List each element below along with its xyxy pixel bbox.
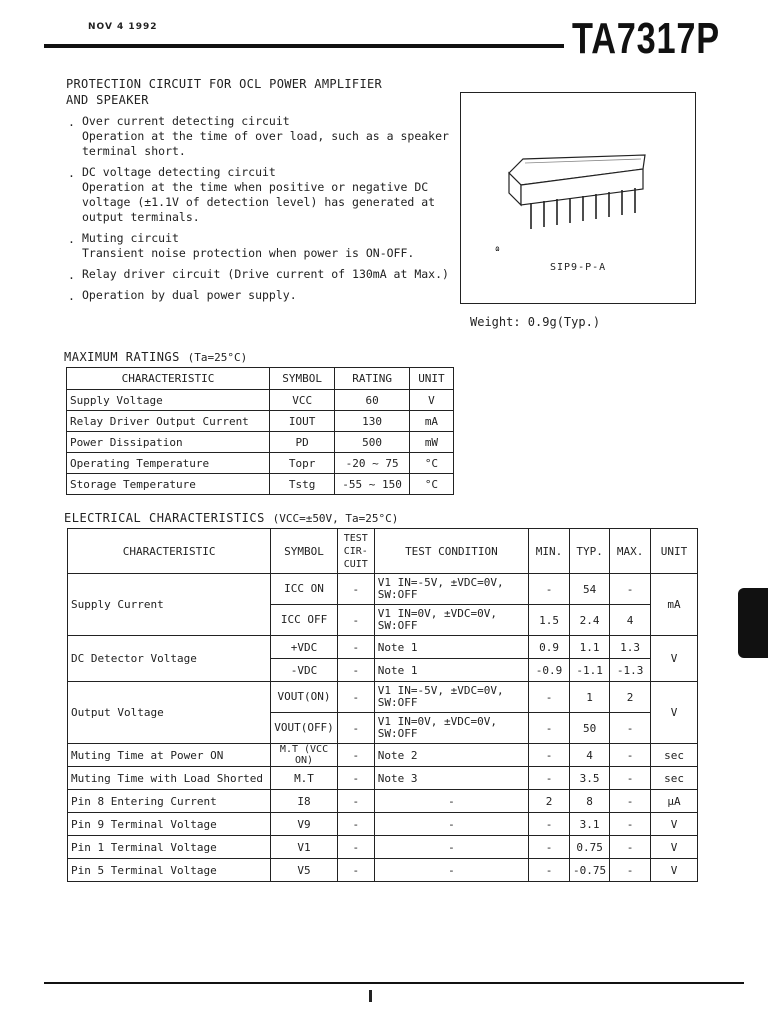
col-min: MIN. [529,529,570,574]
table-row [67,453,454,474]
cell-test-circuit: - [337,605,374,636]
cell-max: 1.3 [610,636,651,659]
max-ratings-table [66,367,454,495]
cell-test-condition: - [374,836,528,859]
table-header-row [68,529,698,574]
col-unit: UNIT [409,368,453,390]
col-max: MAX. [610,529,651,574]
cell-test-circuit: - [337,836,374,859]
cell-characteristic: Pin 8 Entering Current [68,790,271,813]
cell-test-condition: V1 IN=0V, ±VDC=0V, SW:OFF [374,713,528,744]
col-symbol: SYMBOL [269,368,334,390]
feature-head: Relay driver circuit (Drive current of 130mA at Max.) [82,267,449,281]
col-typ: TYP. [570,529,610,574]
cell-typ: -1.1 [570,659,610,682]
table-row [68,790,698,813]
cell-symbol: Topr [269,453,334,474]
cell-typ: 3.1 [570,813,610,836]
feature-body: Operation at the time when positive or negative DC voltage (±1.1V of detection level) has generated at output terminals. [82,180,436,224]
cell-min: 0.9 [529,636,570,659]
cell-test-condition: Note 1 [374,636,528,659]
feature-item: . Operation by dual power supply. [66,288,466,303]
cell-test-condition: V1 IN=-5V, ±VDC=0V, SW:OFF [374,574,528,605]
cell-characteristic: Relay Driver Output Current [67,411,270,432]
cell-symbol: V5 [271,859,338,882]
cell-symbol: V1 [271,836,338,859]
feature-head: Over current detecting circuit [82,114,290,128]
device-title-line2: AND SPEAKER [66,93,149,107]
col-rating: RATING [335,368,410,390]
cell-min: - [529,682,570,713]
feature-list [66,114,466,309]
cell-characteristic: Output Voltage [68,682,271,744]
table-row [67,411,454,432]
cell-symbol: Tstg [269,474,334,495]
elec-char-heading: ELECTRICAL CHARACTERISTICS [64,511,265,525]
cell-min: - [529,836,570,859]
table-row [68,813,698,836]
cell-test-circuit: - [337,682,374,713]
table-row [68,744,698,767]
cell-typ: -0.75 [570,859,610,882]
cell-min: -0.9 [529,659,570,682]
cell-unit: °C [409,474,453,495]
cell-min: - [529,574,570,605]
cell-rating: 500 [335,432,410,453]
cell-test-condition: - [374,859,528,882]
cell-unit: V [651,813,698,836]
cell-max: -1.3 [610,659,651,682]
table-row [68,682,698,713]
part-number: TA7317P [572,14,720,63]
col-unit: UNIT [651,529,698,574]
cell-symbol: ICC ON [271,574,338,605]
cell-test-condition: - [374,813,528,836]
cell-min: - [529,713,570,744]
cell-unit: V [409,390,453,411]
cell-unit: mA [409,411,453,432]
cell-test-circuit: - [337,859,374,882]
cell-unit: mW [409,432,453,453]
cell-max: - [610,859,651,882]
table-row [67,432,454,453]
cell-characteristic: Pin 5 Terminal Voltage [68,859,271,882]
feature-head: DC voltage detecting circuit [82,165,276,179]
cell-unit: mA [651,574,698,636]
cell-rating: -55 ~ 150 [335,474,410,495]
col-symbol: SYMBOL [271,529,338,574]
cell-max: - [610,790,651,813]
cell-typ: 1 [570,682,610,713]
cell-typ: 1.1 [570,636,610,659]
table-row [67,474,454,495]
cell-test-circuit: - [337,574,374,605]
elec-char-title [64,511,398,525]
max-ratings-heading: MAXIMUM RATINGS [64,350,180,364]
feature-item: . Muting circuit Transient noise protection when power is ON-OFF. [66,231,466,261]
footer-rule [44,982,744,984]
page-number-mark [369,990,372,1002]
cell-characteristic: Storage Temperature [67,474,270,495]
cell-characteristic: Muting Time at Power ON [68,744,271,767]
cell-unit: sec [651,744,698,767]
feature-head: Operation by dual power supply. [82,288,297,302]
cell-symbol: M.T (VCC ON) [271,744,338,767]
col-characteristic: CHARACTERISTIC [67,368,270,390]
col-test-circuit: TEST CIR- CUIT [337,529,374,574]
cell-characteristic: DC Detector Voltage [68,636,271,682]
cell-max: - [610,813,651,836]
elec-char-condition: (VCC=±50V, Ta=25°C) [272,512,399,525]
cell-typ: 54 [570,574,610,605]
cell-test-condition: V1 IN=-5V, ±VDC=0V, SW:OFF [374,682,528,713]
svg-text:ɷ: ɷ [495,244,500,253]
table-row [68,636,698,659]
cell-typ: 2.4 [570,605,610,636]
feature-item: . DC voltage detecting circuit Operation at the time when positive or negative DC voltage (±1.1V of detection level) has generated at output terminals. [66,165,466,225]
cell-min: - [529,744,570,767]
cell-symbol: -VDC [271,659,338,682]
cell-symbol: VCC [269,390,334,411]
cell-test-circuit: - [337,744,374,767]
cell-symbol: PD [269,432,334,453]
cell-typ: 3.5 [570,767,610,790]
cell-max: - [610,767,651,790]
package-label: SIP9-P-A [550,262,607,273]
cell-characteristic: Pin 1 Terminal Voltage [68,836,271,859]
feature-body: Transient noise protection when power is ON-OFF. [82,246,415,260]
cell-characteristic: Supply Current [68,574,271,636]
col-test-condition: TEST CONDITION [374,529,528,574]
cell-typ: 0.75 [570,836,610,859]
cell-unit: V [651,859,698,882]
cell-test-condition: V1 IN=0V, ±VDC=0V, SW:OFF [374,605,528,636]
cell-unit: V [651,682,698,744]
cell-test-circuit: - [337,636,374,659]
cell-max: 4 [610,605,651,636]
package-weight: Weight: 0.9g(Typ.) [470,315,601,329]
cell-rating: 60 [335,390,410,411]
cell-unit: V [651,636,698,682]
cell-symbol: I8 [271,790,338,813]
feature-item: . Over current detecting circuit Operation at the time of over load, such as a speaker terminal short. [66,114,466,159]
cell-unit: sec [651,767,698,790]
cell-symbol: IOUT [269,411,334,432]
cell-rating: -20 ~ 75 [335,453,410,474]
cell-max: 2 [610,682,651,713]
cell-min: - [529,813,570,836]
cell-min: - [529,767,570,790]
cell-symbol: M.T [271,767,338,790]
cell-symbol: VOUT(ON) [271,682,338,713]
cell-characteristic: Supply Voltage [67,390,270,411]
cell-symbol: +VDC [271,636,338,659]
cell-unit: °C [409,453,453,474]
cell-symbol: VOUT(OFF) [271,713,338,744]
cell-max: - [610,713,651,744]
section-tab-marker [738,588,768,658]
cell-test-condition: Note 2 [374,744,528,767]
cell-test-condition: Note 3 [374,767,528,790]
cell-test-condition: - [374,790,528,813]
max-ratings-title [64,350,247,364]
cell-max: - [610,836,651,859]
document-date: NOV 4 1992 [88,22,158,32]
table-header-row [67,368,454,390]
cell-characteristic: Muting Time with Load Shorted [68,767,271,790]
header-rule [44,44,564,48]
table-row [68,574,698,605]
cell-test-condition: Note 1 [374,659,528,682]
feature-body: Operation at the time of over load, such as a speaker terminal short. [82,129,449,158]
elec-char-table [67,528,698,882]
device-title-line1: PROTECTION CIRCUIT FOR OCL POWER AMPLIFIER [66,77,383,91]
cell-rating: 130 [335,411,410,432]
cell-typ: 4 [570,744,610,767]
cell-characteristic: Operating Temperature [67,453,270,474]
cell-min: - [529,859,570,882]
cell-test-circuit: - [337,713,374,744]
feature-head: Muting circuit [82,231,179,245]
cell-max: - [610,744,651,767]
cell-min: 2 [529,790,570,813]
cell-unit: μA [651,790,698,813]
table-row [68,836,698,859]
cell-characteristic: Power Dissipation [67,432,270,453]
cell-typ: 8 [570,790,610,813]
device-title [66,76,382,108]
table-row [68,859,698,882]
col-characteristic: CHARACTERISTIC [68,529,271,574]
cell-symbol: V9 [271,813,338,836]
cell-test-circuit: - [337,790,374,813]
cell-characteristic: Pin 9 Terminal Voltage [68,813,271,836]
cell-min: 1.5 [529,605,570,636]
feature-item: . Relay driver circuit (Drive current of 130mA at Max.) [66,267,466,282]
cell-test-circuit: - [337,813,374,836]
table-row [67,390,454,411]
cell-symbol: ICC OFF [271,605,338,636]
cell-test-circuit: - [337,659,374,682]
max-ratings-condition: (Ta=25°C) [187,351,248,364]
cell-max: - [610,574,651,605]
cell-unit: V [651,836,698,859]
cell-test-circuit: - [337,767,374,790]
cell-typ: 50 [570,713,610,744]
table-row [68,767,698,790]
